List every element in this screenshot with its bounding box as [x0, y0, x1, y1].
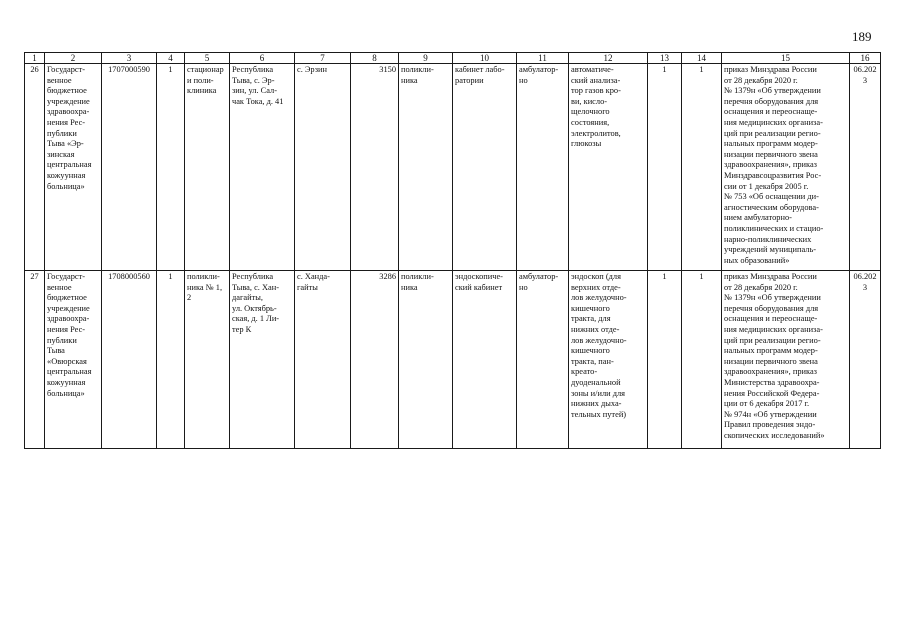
department-cell: стационар и поли- клиника: [185, 64, 230, 271]
table-row: [25, 64, 881, 271]
column-header: 1: [25, 53, 45, 64]
population-cell: 3286: [351, 271, 399, 449]
column-header: 10: [453, 53, 517, 64]
column-header: 9: [399, 53, 453, 64]
column-header: 8: [351, 53, 399, 64]
equipment-table: [24, 52, 881, 449]
column-header: 5: [185, 53, 230, 64]
quantity-cell: 1: [157, 271, 185, 449]
count-cell-14: 1: [682, 64, 722, 271]
column-header: 13: [648, 53, 682, 64]
column-header: 7: [295, 53, 351, 64]
column-number-row: [25, 53, 881, 64]
column-header: 16: [850, 53, 881, 64]
population-cell: 3150: [351, 64, 399, 271]
column-header: 6: [230, 53, 295, 64]
page-number: 189: [852, 29, 872, 44]
quantity-cell: 1: [157, 64, 185, 271]
unit-type-cell: поликли- ника: [399, 271, 453, 449]
care-mode-cell: амбулатор- но: [517, 64, 569, 271]
count-cell-13: 1: [648, 271, 682, 449]
column-header: 4: [157, 53, 185, 64]
equipment-cell: автоматиче- ский анализа- тор газов кро- ви, кисло- щелочного состояния, электролитов, глюкозы: [569, 64, 648, 271]
locality-cell: с. Ханда- гайты: [295, 271, 351, 449]
column-header: 2: [45, 53, 102, 64]
address-cell: Республика Тыва, с. Хан- дагайты, ул. Октябрь- ская, д. 1 Ли- тер К: [230, 271, 295, 449]
table-row: [25, 271, 881, 449]
equipment-cell: эндоскоп (для верхних отде- лов желудочно- кишечного тракта, для нижних отде- лов желудочно- кишечного тракта, пан- креато- дуоденальной зоны и/или для нижних дыха- тельных путей): [569, 271, 648, 449]
column-header: 12: [569, 53, 648, 64]
column-header: 3: [102, 53, 157, 64]
date-cell: 06.2023: [850, 271, 881, 449]
date-cell: 06.2023: [850, 64, 881, 271]
locality-cell: с. Эрзин: [295, 64, 351, 271]
organization-name: Государст- венное бюджетное учреждение здравоохра- нения Рес- публики Тыва «Эр- зинская центральная кожуунная больница»: [45, 64, 102, 271]
count-cell-13: 1: [648, 64, 682, 271]
organization-name: Государст- венное бюджетное учреждение здравоохра- нения Рес- публики Тыва «Овюрская центральная кожуунная больница»: [45, 271, 102, 449]
column-header: 15: [722, 53, 850, 64]
row-number: 27: [25, 271, 45, 449]
row-number: 26: [25, 64, 45, 271]
legal-basis-cell: приказ Минздрава России от 28 декабря 2020 г. № 1379н «Об утверждении перечня оборудования для оснащения и переоснаще- ния медицинских организа- ций при реализации регио- нальных программ модер- низации первичного звена здравоохранения», приказ Министерства здравоохра- нения Российской Федера- ции от 6 декабря 2017 г. № 974н «Об утверждении Правил проведения эндо- скопических исследований»: [722, 271, 850, 449]
column-header: 14: [682, 53, 722, 64]
organization-code: 1707000590: [102, 64, 157, 271]
room-cell: кабинет лабо- ратории: [453, 64, 517, 271]
column-header: 11: [517, 53, 569, 64]
count-cell-14: 1: [682, 271, 722, 449]
address-cell: Республика Тыва, с. Эр- зин, ул. Сал- чак Тока, д. 41: [230, 64, 295, 271]
care-mode-cell: амбулатор- но: [517, 271, 569, 449]
organization-code: 1708000560: [102, 271, 157, 449]
department-cell: поликли- ника № 1, 2: [185, 271, 230, 449]
room-cell: эндоскопиче- ский кабинет: [453, 271, 517, 449]
unit-type-cell: поликли- ника: [399, 64, 453, 271]
legal-basis-cell: приказ Минздрава России от 28 декабря 2020 г. № 1379н «Об утверждении перечня оборудования для оснащения и переоснаще- ния медицинских организа- ций при реализации регио- нальных программ модер- низации первичного звена здравоохранения», приказ Минздравсоцразвития Рос- сии от 1 декабря 2005 г. № 753 «Об оснащении ди- агностическим оборудова- нием амбулаторно- поликлинических и стацио- нарно-поликлинических учреждений муниципаль- ных образований»: [722, 64, 850, 271]
